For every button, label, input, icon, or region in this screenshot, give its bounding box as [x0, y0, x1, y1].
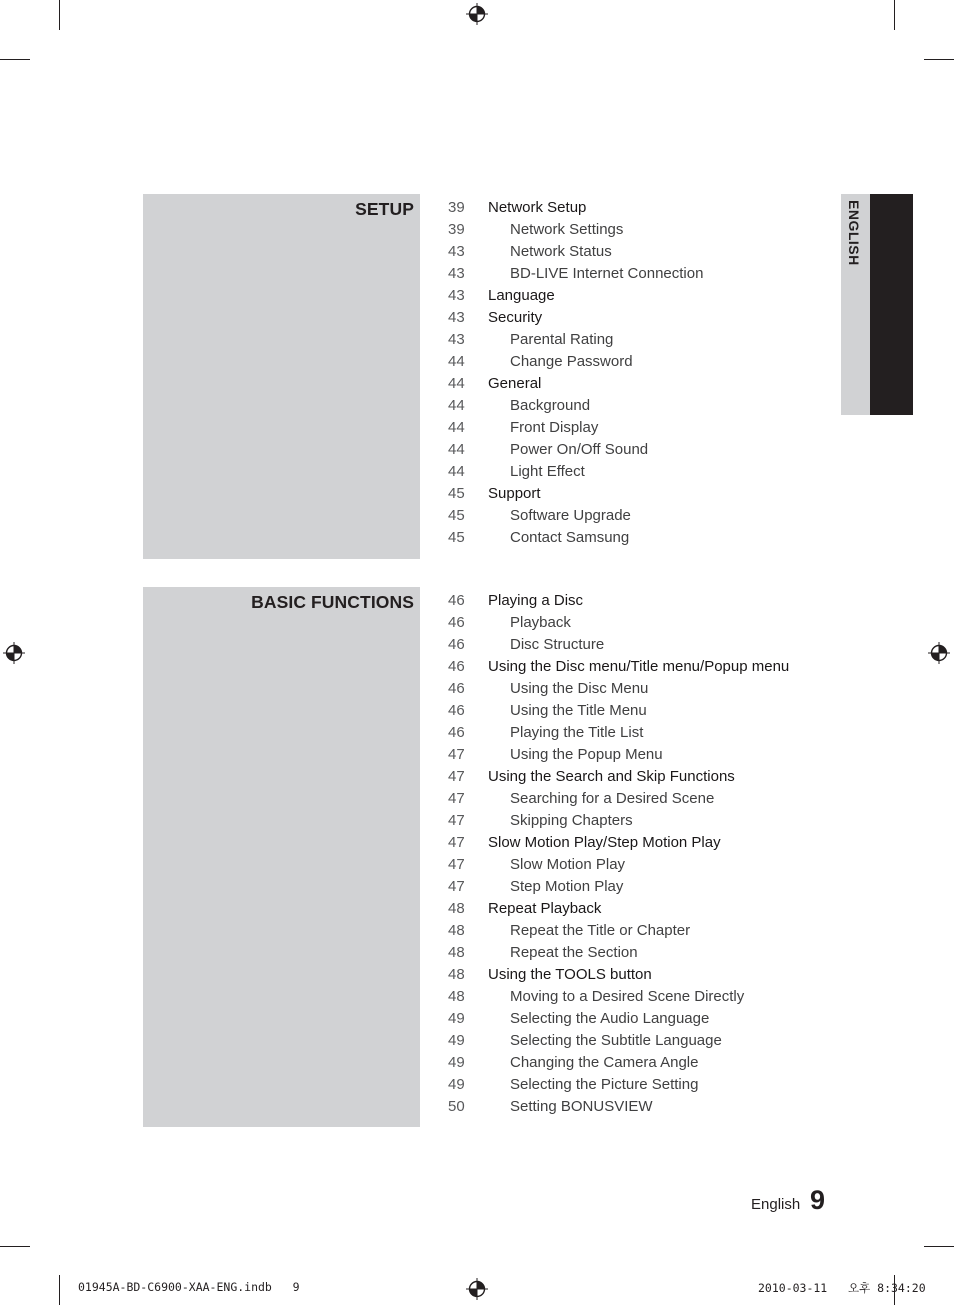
section-title-basic-functions: BASIC FUNCTIONS: [251, 592, 414, 612]
slug-filename: 01945A-BD-C6900-XAA-ENG.indb 9: [78, 1280, 300, 1294]
side-tab-dark: [870, 194, 913, 415]
crop-mark: [0, 59, 30, 60]
toc-subheading: Contact Samsung: [510, 529, 630, 546]
registration-mark-icon: [928, 642, 950, 664]
section-title-setup: SETUP: [355, 199, 414, 219]
toc-page-number: 48: [448, 944, 465, 961]
toc-heading: Playing a Disc: [488, 592, 584, 609]
toc-page-number: 49: [448, 1010, 465, 1027]
crop-mark: [59, 0, 60, 30]
side-tab-label: ENGLISH: [846, 200, 862, 266]
footer-language: English: [751, 1196, 801, 1213]
section-panel-basic-functions: [143, 587, 420, 1127]
toc-heading: Support: [488, 485, 541, 502]
toc-subheading: Light Effect: [510, 463, 585, 480]
toc-page-number: 50: [448, 1098, 465, 1115]
toc-page-number: 46: [448, 658, 465, 675]
registration-mark-icon: [466, 3, 488, 25]
toc-page-number: 45: [448, 507, 465, 524]
toc-page-number: 44: [448, 375, 465, 392]
toc-subheading: BD-LIVE Internet Connection: [510, 265, 704, 282]
toc-subheading: Repeat the Title or Chapter: [510, 922, 691, 939]
toc-page-number: 46: [448, 636, 465, 653]
toc-subheading: Setting BONUSVIEW: [510, 1098, 653, 1115]
toc-subheading: Parental Rating: [510, 331, 614, 348]
registration-mark-icon: [466, 1278, 488, 1300]
crop-mark: [0, 1246, 30, 1247]
toc-page-number: 48: [448, 966, 465, 983]
toc-heading: Using the Search and Skip Functions: [488, 768, 735, 785]
toc-page-number: 47: [448, 856, 465, 873]
toc-subheading: Background: [510, 397, 591, 414]
toc-heading: Security: [488, 309, 543, 326]
registration-mark-icon: [3, 642, 25, 664]
toc-page-number: 48: [448, 922, 465, 939]
toc-heading: Using the TOOLS button: [488, 966, 652, 983]
toc-heading: Network Setup: [488, 199, 587, 216]
toc-page-number: 43: [448, 243, 465, 260]
toc-page-number: 46: [448, 724, 465, 741]
toc-page-number: 43: [448, 287, 465, 304]
toc-page-number: 43: [448, 331, 465, 348]
toc-page-number: 45: [448, 485, 465, 502]
toc-page-number: 46: [448, 680, 465, 697]
toc-subheading: Playing the Title List: [510, 724, 644, 741]
toc-subheading: Playback: [510, 614, 571, 631]
toc-page-number: 47: [448, 878, 465, 895]
section-panel-setup: [143, 194, 420, 559]
toc-subheading: Software Upgrade: [510, 507, 631, 524]
toc-page-number: 47: [448, 746, 465, 763]
toc-page-number: 46: [448, 614, 465, 631]
toc-page-number: 44: [448, 419, 465, 436]
toc-page-number: 46: [448, 702, 465, 719]
language-side-tab: [841, 194, 913, 415]
toc-subheading: Slow Motion Play: [510, 856, 626, 873]
toc-page-number: 43: [448, 309, 465, 326]
toc-heading: Repeat Playback: [488, 900, 602, 917]
toc-subheading: Front Display: [510, 419, 599, 436]
toc-subheading: Selecting the Picture Setting: [510, 1076, 699, 1093]
toc-page-number: 47: [448, 790, 465, 807]
toc-subheading: Change Password: [510, 353, 633, 370]
toc-page-number: 49: [448, 1032, 465, 1049]
toc-subheading: Network Status: [510, 243, 612, 260]
toc-subheading: Power On/Off Sound: [510, 441, 649, 458]
toc-page-number: 39: [448, 221, 465, 238]
toc-page-number: 48: [448, 988, 465, 1005]
toc-page-number: 45: [448, 529, 465, 546]
toc-heading: General: [488, 375, 542, 392]
toc-subheading: Moving to a Desired Scene Directly: [510, 988, 745, 1005]
toc-page-number: 46: [448, 592, 465, 609]
toc-page-number: 48: [448, 900, 465, 917]
toc-page-number: 47: [448, 834, 465, 851]
toc-subheading: Network Settings: [510, 221, 624, 238]
toc-page-number: 43: [448, 265, 465, 282]
crop-mark: [924, 1246, 954, 1247]
toc-page-number: 44: [448, 441, 465, 458]
slug-datetime: 2010-03-11 오후 8:34:20: [758, 1281, 926, 1295]
toc-subheading: Disc Structure: [510, 636, 605, 653]
toc-subheading: Changing the Camera Angle: [510, 1054, 699, 1071]
toc-page-number: 44: [448, 463, 465, 480]
toc-subheading: Using the Popup Menu: [510, 746, 663, 763]
toc-page-number: 47: [448, 768, 465, 785]
crop-mark: [59, 1275, 60, 1305]
toc-page-number: 47: [448, 812, 465, 829]
toc-subheading: Using the Disc Menu: [510, 680, 649, 697]
toc-subheading: Using the Title Menu: [510, 702, 647, 719]
toc-subheading: Selecting the Audio Language: [510, 1010, 710, 1027]
toc-subheading: Skipping Chapters: [510, 812, 633, 829]
toc-page-number: 39: [448, 199, 465, 216]
toc-page-number: 49: [448, 1076, 465, 1093]
toc-page-number: 49: [448, 1054, 465, 1071]
toc-subheading: Selecting the Subtitle Language: [510, 1032, 722, 1049]
crop-mark: [924, 59, 954, 60]
footer-page-number: 9: [810, 1185, 826, 1215]
toc-heading: Using the Disc menu/Title menu/Popup menu: [488, 658, 790, 675]
crop-mark: [894, 0, 895, 30]
toc-heading: Slow Motion Play/Step Motion Play: [488, 834, 721, 851]
toc-subheading: Searching for a Desired Scene: [510, 790, 715, 807]
toc-page-number: 44: [448, 353, 465, 370]
toc-subheading: Repeat the Section: [510, 944, 638, 961]
toc-heading: Language: [488, 287, 555, 304]
toc-page-number: 44: [448, 397, 465, 414]
toc-subheading: Step Motion Play: [510, 878, 624, 895]
